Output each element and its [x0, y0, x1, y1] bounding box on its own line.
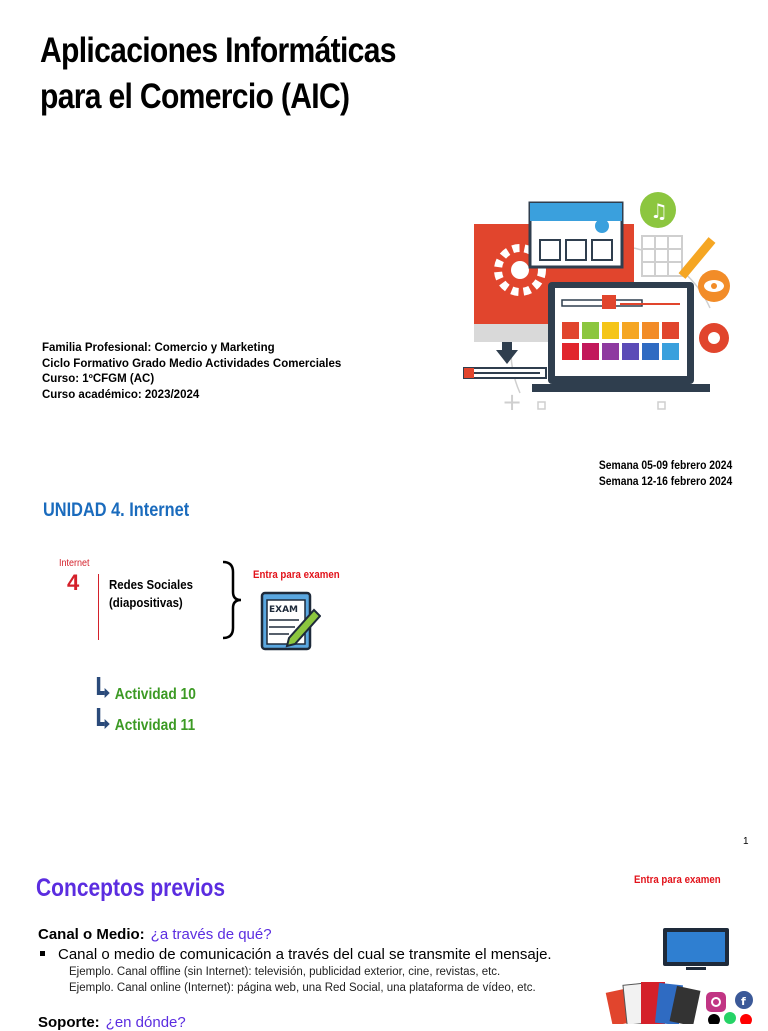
soporte-heading: [38, 1014, 186, 1031]
week-1: Semana 05-09 febrero 2024: [598, 460, 732, 472]
exam-icon-text: EXAM: [269, 605, 299, 615]
unit-topic: [109, 576, 193, 612]
info-family: Familia Profesional: Comercio y Marketing: [42, 342, 275, 354]
bullet-square-icon: [40, 951, 45, 956]
example-offline: Ejemplo. Canal offline (sin Internet): televisión, publicidad exterior, cine, revistas, etc.: [69, 966, 501, 978]
canal-bullet: [40, 946, 552, 963]
unit-small-label: Internet: [59, 558, 90, 569]
week-2: Semana 12-16 febrero 2024: [598, 476, 732, 488]
canal-bullet-text: Canal o medio de comunicación a través del cual se transmite el mensaje.: [58, 946, 552, 963]
unit-heading: UNIDAD 4. Internet: [43, 500, 190, 521]
week-dates: [599, 458, 732, 490]
television-icon: [662, 926, 730, 972]
concepts-exam-label: Entra para examen: [634, 874, 721, 886]
computer-applications-illustration: [460, 188, 735, 413]
unit-divider: [98, 574, 99, 640]
canal-question: ¿a través de qué?: [150, 926, 272, 943]
right-brace-icon: [219, 560, 245, 640]
canal-heading: [38, 926, 272, 943]
exam-label: Entra para examen: [253, 569, 340, 581]
exam-icon: [259, 590, 321, 652]
page-title: [40, 28, 396, 120]
canal-label: Canal o Medio:: [38, 926, 145, 943]
activity-11: [96, 708, 195, 735]
soporte-question: ¿en dónde?: [105, 1014, 186, 1031]
turn-right-arrow-icon: [96, 677, 111, 704]
title-line-1: Aplicaciones Informáticas: [40, 31, 396, 70]
svg-text:♫: ♫: [650, 199, 668, 223]
activity-11-label: Actividad 11: [114, 717, 196, 734]
svg-text:+: +: [502, 388, 523, 413]
info-cycle: Ciclo Formativo Grado Medio Actividades Comerciales: [42, 357, 342, 370]
info-course: Curso: 1ºCFGM (AC): [42, 373, 155, 385]
page-number: 1: [743, 836, 749, 847]
activity-10-label: Actividad 10: [114, 686, 196, 703]
turn-right-arrow-icon: [96, 708, 111, 735]
soporte-label: Soporte:: [38, 1014, 100, 1031]
svg-text:f: f: [741, 995, 746, 1008]
unit-number: 4: [67, 570, 80, 595]
activity-10: [96, 677, 196, 704]
concepts-title: Conceptos previos: [36, 874, 226, 902]
course-info: [42, 341, 341, 403]
example-online: Ejemplo. Canal online (Internet): página web, una Red Social, una plataforma de vídeo, etc.: [69, 982, 536, 994]
info-academic-year: Curso académico: 2023/2024: [42, 388, 200, 401]
title-line-2: para el Comercio (AIC): [40, 77, 350, 116]
magazines-icon: [605, 976, 703, 1024]
unit-topic-line-2: (diapositivas): [109, 595, 183, 610]
social-media-icons: [704, 988, 756, 1024]
unit-topic-line-1: Redes Sociales: [109, 577, 193, 592]
